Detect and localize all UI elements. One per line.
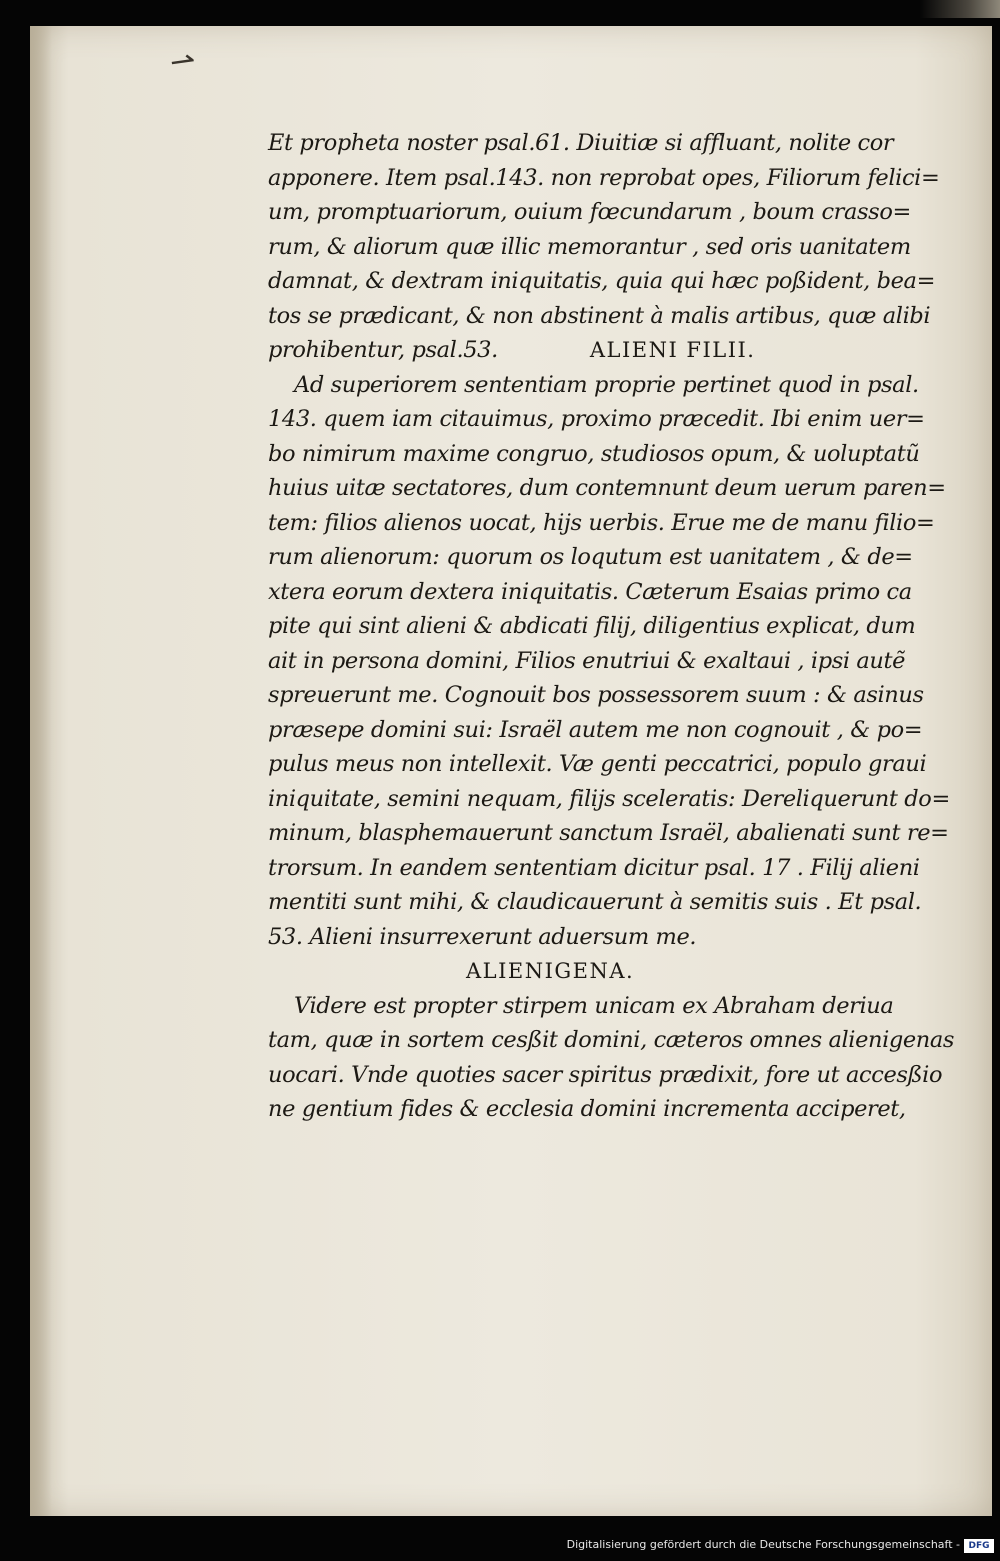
line-text: ALIENIGENA. (466, 959, 635, 983)
page-gutter-shadow (30, 26, 52, 1516)
line-text: huius uitæ sectatores, dum contemnunt deum uerum paren= (268, 475, 946, 501)
footer-bar (0, 1516, 1000, 1561)
text-line (268, 540, 928, 575)
line-text: pulus meus non intellexit. Væ genti peccatrici, populo graui (268, 751, 927, 777)
text-line (268, 851, 928, 886)
line-text: bo nimirum maxime congruo, studiosos opum, & uoluptatũ (268, 440, 920, 467)
text-line (268, 713, 928, 748)
text-line (268, 506, 935, 541)
text-line (268, 747, 928, 782)
text-line (268, 920, 928, 955)
text-line (268, 678, 928, 713)
corner-mark: ⇀ (167, 42, 198, 81)
line-text: mentiti sunt mihi, & claudicauerunt à semitis suis . Et psal. (268, 889, 922, 915)
text-line (268, 230, 928, 265)
line-text: Et propheta noster psal.61. Diuitiæ si affluant, nolite cor (268, 130, 894, 156)
dfg-logo: DFG (964, 1539, 994, 1553)
line-text: iniquitate, semini nequam, filijs sceleratis: Dereliquerunt do= (268, 785, 950, 812)
text-line (268, 437, 928, 472)
line-text: rum alienorum: quorum os loqutum est uanitatem , & de= (268, 544, 913, 570)
line-text: damnat, & dextram iniquitatis, quia qui hæc poßident, bea= (268, 268, 936, 294)
line-text: præsepe domini sui: Israël autem me non cognouit , & po= (268, 716, 923, 743)
line-text: tos se prædicant, & non abstinent à malis artibus, quæ alibi (268, 302, 931, 329)
text-line (268, 333, 928, 368)
line-text: tam, quæ in sortem cesßit domini, cæteros omnes alienigenas (268, 1027, 955, 1053)
section-heading: ALIENI FILII. (589, 338, 756, 362)
text-line (268, 264, 936, 299)
line-text: apponere. Item psal.143. non reprobat opes, Filiorum felici= (268, 164, 940, 191)
line-text: um, promptuariorum, ouium fœcundarum , boum crasso= (268, 199, 911, 225)
section-heading (268, 954, 928, 989)
line-text: spreuerunt me. Cognouit bos possessorem suum : & asinus (268, 682, 924, 708)
line-text: Videre est propter stirpem unicam ex Abraham deriua (294, 992, 894, 1019)
line-text: pite qui sint alieni & abdicati filij, diligentius explicat, dum (268, 613, 916, 639)
line-text: 53. Alieni insurrexerunt aduersum me. (268, 923, 697, 950)
line-text: 143. quem iam citauimus, proximo præcedit. Ibi enim uer= (268, 406, 925, 432)
text-line (268, 782, 950, 817)
line-text: trorsum. In eandem sententiam dicitur psal. 17 . Filij alieni (268, 854, 920, 881)
text-block (268, 126, 955, 1127)
line-text: uocari. Vnde quoties sacer spiritus prædixit, fore ut accesßio (268, 1061, 943, 1088)
text-line (268, 368, 928, 403)
text-line (268, 402, 928, 437)
line-text: Ad superiorem sententiam proprie pertinet quod in psal. (294, 371, 919, 398)
text-line (268, 161, 940, 196)
text-line (268, 885, 928, 920)
text-line (268, 299, 931, 334)
text-line (268, 1058, 943, 1093)
footer-credit: Digitalisierung gefördert durch die Deutsche Forschungsgemeinschaft - (566, 1538, 960, 1551)
text-line (268, 575, 928, 610)
text-line (268, 609, 928, 644)
text-line (268, 816, 949, 851)
text-line (268, 1023, 955, 1058)
text-line (268, 1092, 928, 1127)
line-text: prohibentur, psal.53. (268, 337, 498, 363)
line-text: rum, & aliorum quæ illic memorantur , sed oris uanitatem (268, 233, 911, 260)
line-text: tem: filios alienos uocat, hijs uerbis. Erue me de manu filio= (268, 509, 935, 536)
text-line (268, 989, 928, 1024)
text-line (268, 126, 928, 161)
adjacent-page-scrap (920, 0, 1000, 18)
text-line (268, 471, 946, 506)
text-line (268, 195, 928, 230)
line-text: xtera eorum dextera iniquitatis. Cæterum Esaias primo ca (268, 578, 912, 605)
line-text: ait in persona domini, Filios enutriui & exaltaui , ipsi autẽ (268, 647, 906, 674)
line-text: ne gentium fides & ecclesia domini incrementa acciperet, (268, 1096, 906, 1122)
text-line (268, 644, 928, 679)
line-text: minum, blasphemauerunt sanctum Israël, abalienati sunt re= (268, 820, 949, 846)
